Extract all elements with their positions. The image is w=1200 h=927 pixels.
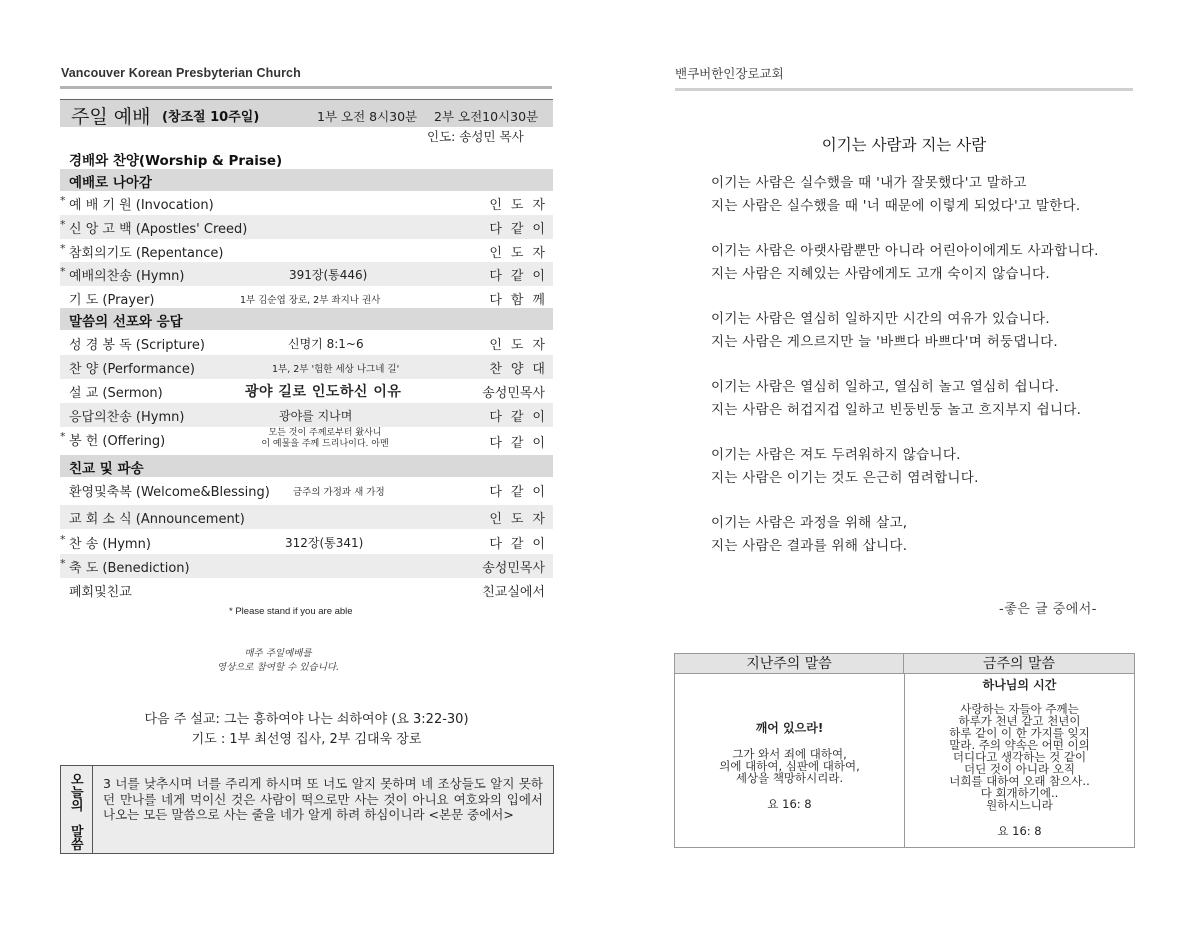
stand-mark: * [60,194,66,207]
poem-line: 지는 사람은 허겁지겁 일하고 빈둥빈둥 놀고 흐지부지 쉽니다. [711,402,1082,418]
poem-stanza [711,172,1141,218]
order-item-announcement [60,505,553,529]
header-rule [675,88,1133,91]
last-week-body [675,748,904,784]
order-item-benediction [60,554,553,578]
label-char: 의 [71,799,84,814]
item-leader: 다같이 [489,485,554,500]
service-subtitle: (창조절 10주일) [162,110,260,125]
verse-line: 세상을 책망하시리라. [735,771,844,785]
stand-mark: * [60,265,66,278]
item-detail: 금주의 가정과 새 가정 [293,487,385,498]
stand-note: * Please stand if you are able [229,606,353,617]
stand-mark: * [60,430,66,443]
stand-mark: * [60,557,66,570]
order-item-invocation [60,191,553,215]
church-name-part: Vancouver [61,66,129,80]
poem-title: 이기는 사람과 지는 사람 [821,136,987,154]
item-name: 축 도 (Benediction) [69,561,190,576]
item-name: 봉 헌 (Offering) [69,434,166,449]
right-page [600,0,1200,927]
order-item-performance [60,355,553,379]
section-heading: 예배로 나아감 [69,175,152,191]
item-name: 예 배 기 원 (Invocation) [69,198,214,213]
item-detail: 신명기 8:1~6 [288,337,364,351]
item-detail: 312장(통341) [285,536,364,550]
next-prayer: 기도 : 1부 최선영 집사, 2부 김대욱 장로 [191,732,422,747]
section-heading: 경배와 찬양(Worship & Praise) [69,153,283,169]
item-name: 환영및축복 (Welcome&Blessing) [69,485,270,500]
item-leader: 다같이 [489,410,554,425]
poem-line: 이기는 사람은 아랫사람뿐만 아니라 어린아이에게도 사과합니다. [711,243,1099,259]
item-leader: 인도자 [489,246,554,261]
poem [711,172,1141,580]
item-name: 예배의찬송 (Hymn) [69,269,185,284]
todays-word-label [61,766,93,853]
order-item-hymn-2 [60,530,553,554]
poem-stanza [711,308,1141,354]
sermon-title: 광야 길로 인도하신 이유 [245,384,402,400]
poem-line: 지는 사람은 실수했을 때 '너 때문에 이렇게 되었다'고 말한다. [711,198,1081,214]
order-item-sermon [60,379,553,403]
service-time-second: 2부 오전10시30분 [434,109,539,124]
order-item-creed [60,215,553,239]
poem-line: 이기는 사람은 실수했을 때 '내가 잘못했다'고 말하고 [711,175,1027,191]
item-detail: 1부 김순엽 장로, 2부 좌지나 권사 [240,295,381,306]
verse-line: 하루 같이 이 한 가지를 잊지 [949,726,1090,740]
video-note-line: 매주 주일예배를 [244,648,312,659]
verse-line: 더딘 것이 아니라 오직 [964,762,1075,776]
item-name: 폐회및친교 [69,585,132,600]
verse-line: 더디다고 생각하는 것 같이 [952,750,1087,764]
item-leader: 다같이 [489,269,554,284]
poem-stanza [711,512,1141,558]
poem-line: 지는 사람은 이기는 것도 은근히 염려합니다. [711,470,979,486]
order-item-prayer [60,286,553,310]
poem-line: 지는 사람은 결과를 위해 삽니다. [711,538,908,554]
offering-prayer [250,428,400,450]
poem-line: 이기는 사람은 과정을 위해 살고, [711,515,908,531]
poem-line: 이기는 사람은 져도 두려워하지 않습니다. [711,447,961,463]
order-item-hymn-response [60,403,553,427]
verse-line: 의에 대하여, 심판에 대하여, [719,759,860,773]
label-char: 말 [71,825,84,840]
order-item-repentance [60,239,553,263]
verse-line: 너희를 대하여 오래 참으사.. [949,774,1090,788]
poem-line: 지는 사람은 게으르지만 늘 '바쁘다 바쁘다'며 허둥댑니다. [711,334,1059,350]
section-heading: 말씀의 선포와 응답 [69,314,183,330]
church-name-part: Korean [128,66,176,80]
header-rule [60,86,552,89]
stand-mark: * [60,242,66,255]
item-detail: 1부, 2부 '험한 세상 나그네 길' [272,364,400,375]
todays-word-box [60,765,554,854]
this-week-body [905,703,1134,811]
item-leader: 인도자 [489,512,554,527]
section-heading: 친교 및 파송 [69,461,144,477]
order-item-closing [60,578,553,602]
item-name: 신 앙 고 백 (Apostles' Creed) [69,222,248,237]
item-name: 설 교 (Sermon) [69,386,163,401]
this-week-reference: 요 16: 8 [997,824,1042,838]
service-title: 주일 예배 [71,106,151,128]
item-name: 찬 양 (Performance) [69,362,195,377]
last-week-subtitle: 깨어 있으라! [755,721,824,735]
poem-stanza [711,444,1141,490]
item-name: 찬 송 (Hymn) [69,537,151,552]
section-word [60,308,553,330]
last-week-header: 지난주의 말씀 [675,654,904,674]
offering-prayer-line: 이 예물을 주께 드리나이다. 아멘 [261,439,389,449]
verse-line: 그가 와서 죄에 대하여, [732,747,847,761]
item-leader: 다같이 [489,436,554,451]
item-name: 성 경 봉 독 (Scripture) [69,338,205,353]
order-item-scripture [60,331,553,355]
service-time-first: 1부 오전 8시30분 [317,109,418,124]
poem-line: 이기는 사람은 열심히 일하고, 열심히 놀고 열심히 쉽니다. [711,379,1060,395]
label-char: 오 [71,773,84,788]
next-sermon: 다음 주 설교: 그는 흥하여야 나는 쇠하여야 (요 3:22-30) [144,712,469,727]
verse-line: 말라. 주의 약속은 어떤 이의 [949,738,1090,752]
stand-mark: * [60,218,66,231]
item-name: 교 회 소 식 (Announcement) [69,512,245,527]
item-detail: 광야를 지나며 [279,409,353,423]
item-leader: 송성민목사 [482,386,545,401]
church-name-english [61,66,301,80]
poem-line: 이기는 사람은 열심히 일하지만 시간의 여유가 있습니다. [711,311,1050,327]
stand-mark: * [60,533,66,546]
poem-stanza [711,376,1141,422]
label-char: 씀 [71,838,84,853]
poem-stanza [711,240,1141,286]
church-name-korean: 밴쿠버한인장로교회 [675,66,784,81]
last-week-reference: 요 16: 8 [767,797,812,811]
order-item-welcome [60,478,553,502]
verse-line: 사랑하는 자들아 주께는 [960,702,1079,716]
service-title-bar [60,100,553,127]
item-leader: 친교실에서 [482,585,545,600]
item-name: 응답의찬송 (Hymn) [69,410,185,425]
item-leader: 찬양대 [489,362,554,377]
service-leader: 인도: 송성민 목사 [427,129,524,144]
order-item-hymn-1 [60,262,553,286]
item-detail: 391장(통446) [289,268,368,282]
section-approach [60,169,553,191]
this-week-word [905,674,1134,847]
order-item-offering [60,427,553,454]
video-note-line: 영상으로 참여할 수 있습니다. [216,662,340,673]
todays-word-text: 3 너를 낮추시며 너를 주리게 하시며 또 너도 알지 못하며 네 조상들도 알지 못하던 만나를 네게 먹이신 것은 사람이 떡으로만 사는 것이 아니요 여호와의 입에서 나오는 모든 말씀으로 사는 줄을 네가 알게 하려 하심이니라 <본문 중에서> [103,776,543,822]
label-char: 늘 [71,786,84,801]
verse-line: 다 회개하기에.. [980,786,1059,800]
item-leader: 인도자 [489,198,554,213]
item-name: 참회의기도 (Repentance) [69,246,224,261]
item-leader: 인도자 [489,338,554,353]
church-name-part: Church [256,66,301,80]
item-leader: 다같이 [489,537,554,552]
section-fellowship [60,455,553,477]
offering-prayer-line: 모든 것이 주께로부터 왔사니 [268,428,382,438]
church-name-part: Presbyterian [175,66,257,80]
this-week-header: 금주의 말씀 [904,654,1134,674]
item-name: 기 도 (Prayer) [69,293,155,308]
poem-line: 지는 사람은 지혜있는 사람에게도 고개 숙이지 않습니다. [711,266,1050,282]
item-leader: 송성민목사 [482,561,545,576]
weekly-words-table [674,653,1135,848]
poem-source: -좋은 글 중에서- [999,602,1097,617]
order-of-worship [60,99,553,602]
next-week-info [60,710,553,750]
verse-line: 하루가 천년 같고 천년이 [958,714,1081,728]
video-note [208,647,348,675]
verse-line: 원하시느니라 [986,798,1053,812]
section-worship-praise [60,147,553,169]
item-leader: 다같이 [489,222,554,237]
last-week-word [675,674,904,847]
this-week-subtitle: 하나님의 시간 [982,678,1057,692]
item-leader: 다함께 [489,293,554,308]
